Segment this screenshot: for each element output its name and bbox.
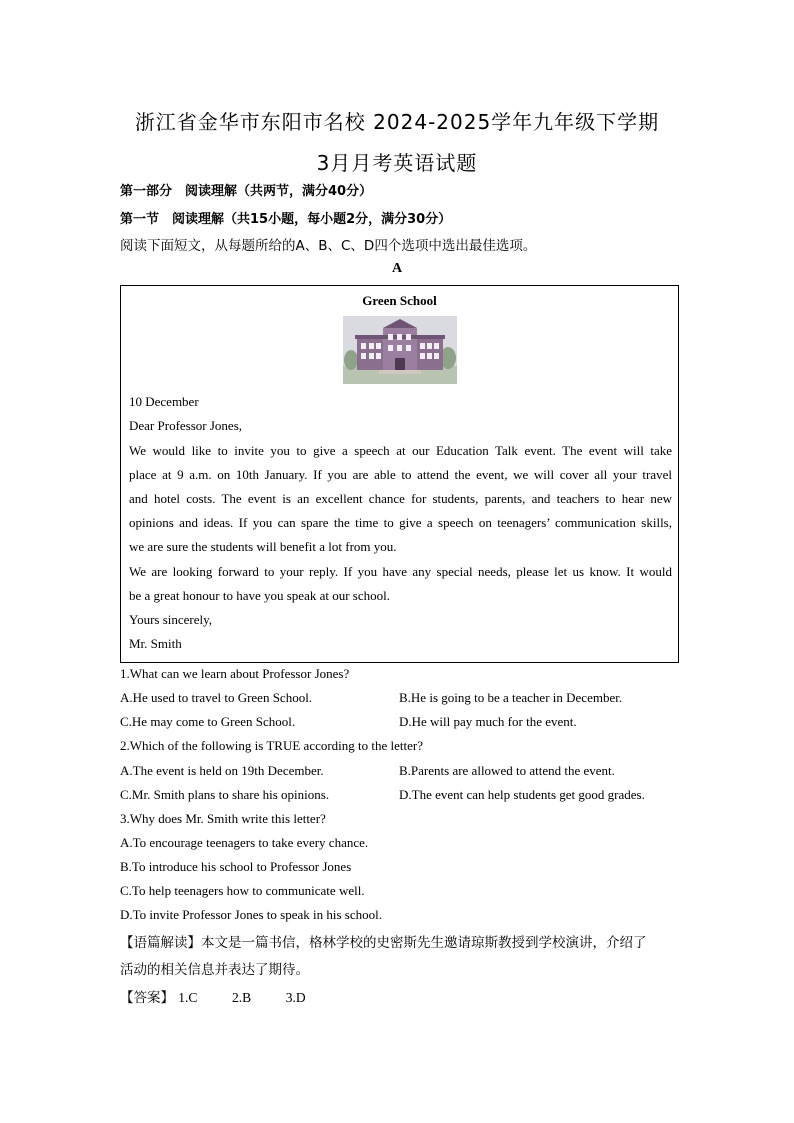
instruction-text: 阅读下面短文，从每题所给的A、B、C、D四个选项中选出最佳选项。 (120, 238, 537, 254)
question-stem: 1.What can we learn about Professor Jones? (120, 666, 350, 681)
letter-body-line: be a great honour to have you speak at our school. (129, 588, 391, 603)
letter-body-line: We are looking forward to your reply. If you have any special needs, please let us know. It would (129, 564, 672, 579)
option-a[interactable]: A.The event is held on 19th December. (120, 763, 324, 778)
letter-heading: Green School (362, 293, 437, 308)
section-heading: 第一节 阅读理解（共15小题，每小题2分，满分30分） (120, 212, 452, 227)
option-b[interactable]: B.To introduce his school to Professor Jones (120, 859, 352, 874)
letter-signature: Mr. Smith (129, 636, 182, 651)
part-heading: 第一部分 阅读理解（共两节，满分40分） (120, 184, 373, 199)
letter-body-line: place at 9 a.m. on 10th January. If you are able to attend the event, we will cover all your travel (129, 467, 672, 482)
answer-1: 1.C (178, 990, 198, 1005)
question-stem: 3.Why does Mr. Smith write this letter? (120, 811, 326, 826)
option-b[interactable]: B.Parents are allowed to attend the event. (399, 763, 615, 778)
option-d[interactable]: D.The event can help students get good grades. (399, 787, 645, 802)
letter-body-line: We would like to invite you to give a speech at our Education Talk event. The event will take (129, 443, 672, 458)
option-b[interactable]: B.He is going to be a teacher in December. (399, 690, 623, 705)
answer-2: 2.B (232, 990, 252, 1005)
option-a[interactable]: A.To encourage teenagers to take every chance. (120, 835, 369, 850)
letter-box (120, 285, 679, 663)
exam-title-line-2: 3月月考英语试题 (316, 151, 478, 175)
school-building-illustration (343, 316, 457, 384)
analysis-line-2: 活动的相关信息并表达了期待。 (120, 962, 309, 978)
passage-label: A (391, 261, 403, 276)
letter-closing: Yours sincerely, (129, 612, 213, 627)
option-a[interactable]: A.He used to travel to Green School. (120, 690, 313, 705)
exam-title-line-1: 浙江省金华市东阳市名校 2024-2025学年九年级下学期 (134, 110, 660, 134)
question-stem: 2.Which of the following is TRUE according to the letter? (120, 738, 424, 753)
letter-date: 10 December (129, 394, 199, 409)
letter-body-line: opinions and ideas. If you can spare the time to give a speech on teenagers’ communication skills, (129, 515, 672, 530)
option-c[interactable]: C.Mr. Smith plans to share his opinions. (120, 787, 330, 802)
answer-row (120, 986, 306, 1006)
letter-body-line: we are sure the students will benefit a lot from you. (129, 539, 397, 554)
answer-label: 【答案】 (120, 990, 174, 1006)
option-d[interactable]: D.To invite Professor Jones to speak in his school. (120, 907, 382, 922)
option-c[interactable]: C.He may come to Green School. (120, 714, 296, 729)
letter-greeting: Dear Professor Jones, (129, 418, 243, 433)
option-c[interactable]: C.To help teenagers how to communicate well. (120, 883, 365, 898)
letter-body-line: and hotel costs. The event is an excellent chance for students, parents, and teachers to hear new (129, 491, 672, 506)
option-d[interactable]: D.He will pay much for the event. (399, 714, 577, 729)
analysis-line-1: 【语篇解读】本文是一篇书信，格林学校的史密斯先生邀请琼斯教授到学校演讲，介绍了 (120, 935, 647, 951)
answer-3: 3.D (285, 990, 306, 1005)
